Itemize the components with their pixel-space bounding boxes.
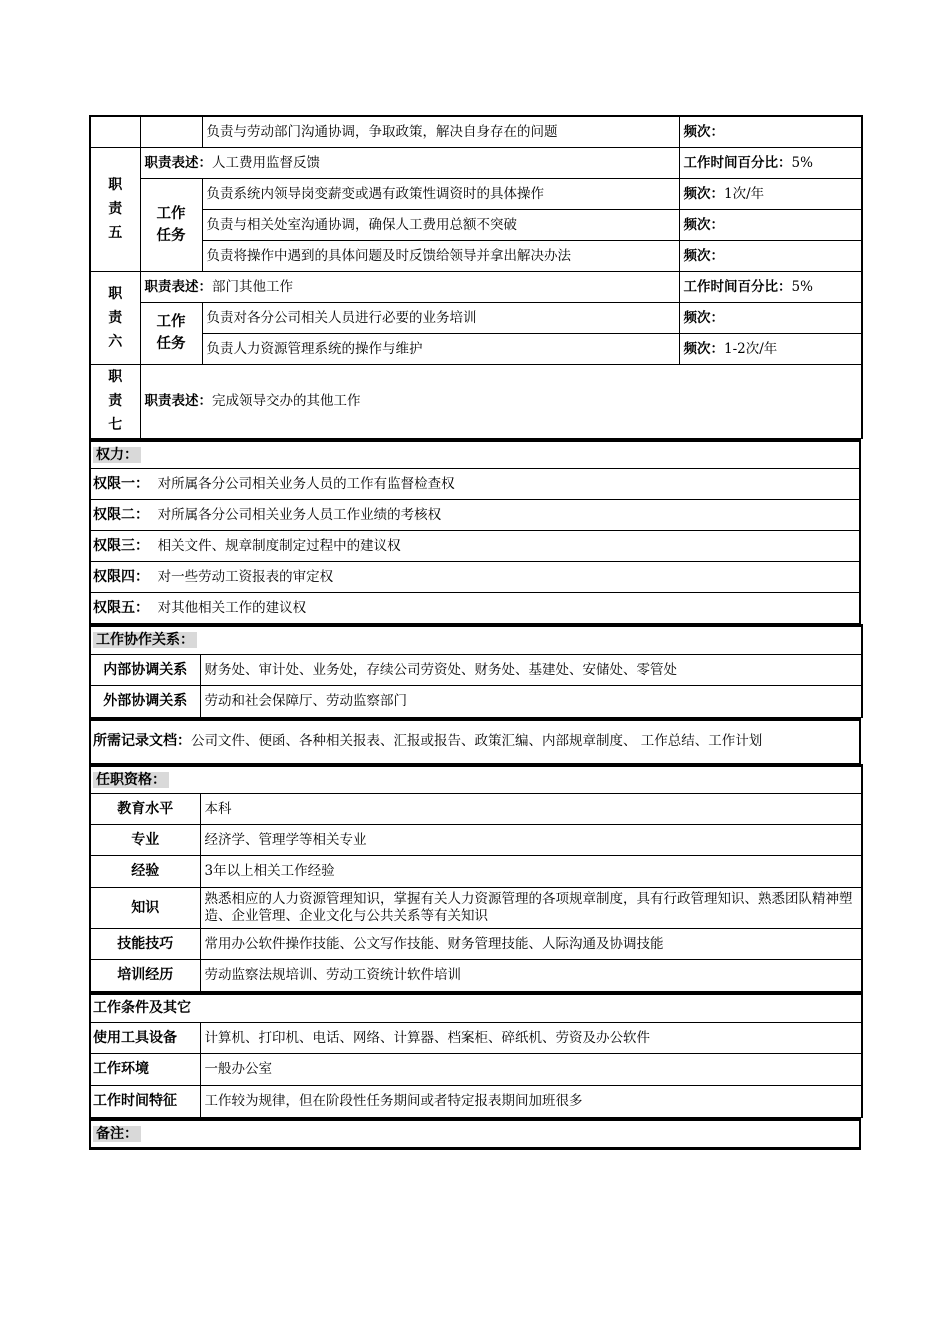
qualification-label: 教育水平: [90, 793, 200, 824]
internal-text: 财务处、审计处、业务处，存续公司劳资处、财务处、基建处、安储处、零管处: [200, 654, 862, 685]
qualification-heading-row: [90, 765, 862, 793]
task-text: 负责对各分公司相关人员进行必要的业务培训: [202, 302, 679, 333]
qualification-label: 知识: [90, 887, 200, 928]
qualification-row: [90, 793, 862, 824]
authority-label: 权限二：: [93, 506, 149, 523]
qualification-label: 专业: [90, 824, 200, 855]
qualification-text: 3年以上相关工作经验: [200, 855, 862, 887]
authority-cell: [90, 468, 860, 499]
duty6-task-row: [90, 302, 862, 333]
records-row: [90, 719, 860, 763]
authority-cell: [90, 530, 860, 561]
cooperation-heading-cell: [90, 625, 862, 654]
conditions-heading: 工作条件及其它: [93, 1000, 191, 1016]
duty-label-cell: [90, 116, 140, 147]
authority-label: 权限四：: [93, 568, 149, 585]
qualification-label: 技能技巧: [90, 928, 200, 959]
notes-table: [89, 1118, 861, 1150]
cooperation-heading-row: [90, 625, 862, 654]
conditions-text: 工作较为规律，但在阶段性任务期间或者特定报表期间加班很多: [200, 1085, 862, 1117]
pct-value: 5%: [791, 278, 813, 295]
records-cell: [90, 719, 860, 763]
duty5-task-row: [90, 209, 862, 240]
notes-label: 备注：: [93, 1126, 141, 1142]
frequency-label: 频次：: [683, 123, 724, 140]
pct-label: 工作时间百分比：: [683, 154, 792, 171]
frequency-label: 频次：: [683, 247, 724, 264]
frequency-label: 频次：: [683, 340, 724, 357]
conditions-table: [89, 992, 863, 1118]
conditions-row: [90, 1085, 862, 1117]
frequency-cell: [679, 116, 862, 147]
duty7-label: 职 责 七: [90, 364, 140, 438]
duties-table: [89, 115, 863, 439]
external-text: 劳动和社会保障厅、劳动监察部门: [200, 685, 862, 717]
qualification-text: 劳动监察法规培训、劳动工资统计软件培训: [200, 959, 862, 991]
conditions-row: [90, 1022, 862, 1053]
frequency-cell: [679, 333, 862, 364]
cooperation-heading: 工作协作关系：: [93, 632, 197, 648]
qualification-row: [90, 959, 862, 991]
duty5-label: 职 责 五: [90, 147, 140, 271]
desc-text: 完成领导交办的其他工作: [212, 393, 361, 409]
authority-row: [90, 530, 860, 561]
qualification-label: 经验: [90, 855, 200, 887]
authority-text: 对所属各分公司相关业务人员工作业绩的考核权: [157, 506, 442, 523]
records-text: 公司文件、便函、各种相关报表、汇报或报告、政策汇编、内部规章制度、 工作总结、工作计划: [191, 733, 763, 749]
external-label: 外部协调关系: [90, 685, 200, 717]
duty5-task-row: [90, 240, 862, 271]
task-label-cell: [140, 116, 202, 147]
internal-label: 内部协调关系: [90, 654, 200, 685]
internal-row: [90, 654, 862, 685]
task-text: 负责将操作中遇到的具体问题及时反馈给领导并拿出解决办法: [202, 240, 679, 271]
authority-heading-row: [90, 440, 860, 468]
job-description-sheet: [89, 115, 861, 1150]
duty6-task-label: 工作 任务: [140, 302, 202, 364]
pct-label: 工作时间百分比：: [683, 278, 792, 295]
qualification-row: [90, 824, 862, 855]
duty5-time-pct: [679, 147, 862, 178]
conditions-row: [90, 1053, 862, 1085]
qualification-label: 培训经历: [90, 959, 200, 991]
frequency-cell: [679, 302, 862, 333]
conditions-heading-row: [90, 993, 862, 1022]
authority-text: 对其他相关工作的建议权: [157, 599, 307, 616]
authority-row: [90, 592, 860, 623]
frequency-cell: [679, 240, 862, 271]
duty6-description: [140, 271, 679, 302]
authority-row: [90, 468, 860, 499]
frequency-cell: [679, 209, 862, 240]
conditions-heading-cell: [90, 993, 862, 1022]
frequency-label: 频次：: [683, 216, 724, 233]
duty6-time-pct: [679, 271, 862, 302]
authority-cell: [90, 561, 860, 592]
task-text: 负责与相关处室沟通协调，确保人工费用总额不突破: [202, 209, 679, 240]
duty6-task-row: [90, 333, 862, 364]
qualification-table: [89, 764, 863, 992]
conditions-label: 使用工具设备: [90, 1022, 200, 1053]
task-text: 负责系统内领导岗变薪变或遇有政策性调资时的具体操作: [202, 178, 679, 209]
desc-label: 职责表述：: [144, 393, 212, 409]
authority-text: 相关文件、规章制度制定过程中的建议权: [157, 537, 401, 554]
qualification-text: 常用办公软件操作技能、公文写作技能、财务管理技能、人际沟通及协调技能: [200, 928, 862, 959]
notes-row: [90, 1119, 860, 1148]
duty7-row: [90, 364, 862, 438]
qualification-text: 经济学、管理学等相关专业: [200, 824, 862, 855]
authority-text: 对所属各分公司相关业务人员的工作有监督检查权: [157, 475, 455, 492]
external-row: [90, 685, 862, 717]
qualification-row: [90, 928, 862, 959]
duty5-task-label: 工作 任务: [140, 178, 202, 271]
desc-text: 部门其他工作: [212, 278, 293, 295]
authority-label: 权限一：: [93, 475, 149, 492]
frequency-cell: [679, 178, 862, 209]
authority-heading: 权力：: [93, 447, 141, 463]
frequency-label: 频次：: [683, 309, 724, 326]
conditions-label: 工作时间特征: [90, 1085, 200, 1117]
conditions-text: 计算机、打印机、电话、网络、计算器、档案柜、碎纸机、劳资及办公软件: [200, 1022, 862, 1053]
records-label: 所需记录文档：: [93, 733, 191, 749]
duty5-task-row: [90, 178, 862, 209]
authority-heading-cell: [90, 440, 860, 468]
duty4-last-task-row: [90, 116, 862, 147]
records-table: [89, 718, 861, 764]
duty6-desc-row: [90, 271, 862, 302]
frequency-value: 1-2次/年: [724, 340, 778, 357]
authority-label: 权限三：: [93, 537, 149, 554]
notes-cell: [90, 1119, 860, 1148]
task-text: 负责与劳动部门沟通协调，争取政策，解决自身存在的问题: [202, 116, 679, 147]
qualification-heading-cell: [90, 765, 862, 793]
qualification-text: 本科: [200, 793, 862, 824]
qualification-row: [90, 887, 862, 928]
duty5-desc-row: [90, 147, 862, 178]
conditions-text: 一般办公室: [200, 1053, 862, 1085]
task-text: 负责人力资源管理系统的操作与维护: [202, 333, 679, 364]
desc-text: 人工费用监督反馈: [212, 154, 320, 171]
authority-row: [90, 499, 860, 530]
authority-text: 对一些劳动工资报表的审定权: [157, 568, 334, 585]
frequency-value: 1次/年: [724, 185, 765, 202]
desc-label: 职责表述：: [144, 154, 212, 171]
cooperation-table: [89, 624, 863, 718]
authority-label: 权限五：: [93, 599, 149, 616]
authority-table: [89, 439, 861, 624]
qualification-row: [90, 855, 862, 887]
qualification-text: 熟悉相应的人力资源管理知识，掌握有关人力资源管理的各项规章制度，具有行政管理知识、熟悉团队精神塑造、企业管理、企业文化与公共关系等有关知识: [200, 887, 862, 928]
authority-cell: [90, 499, 860, 530]
qualification-heading: 任职资格：: [93, 772, 169, 788]
authority-cell: [90, 592, 860, 623]
pct-value: 5%: [791, 154, 813, 171]
authority-row: [90, 561, 860, 592]
duty6-label: 职 责 六: [90, 271, 140, 364]
desc-label: 职责表述：: [144, 278, 212, 295]
duty5-description: [140, 147, 679, 178]
conditions-label: 工作环境: [90, 1053, 200, 1085]
duty7-description: [140, 364, 862, 438]
frequency-label: 频次：: [683, 185, 724, 202]
